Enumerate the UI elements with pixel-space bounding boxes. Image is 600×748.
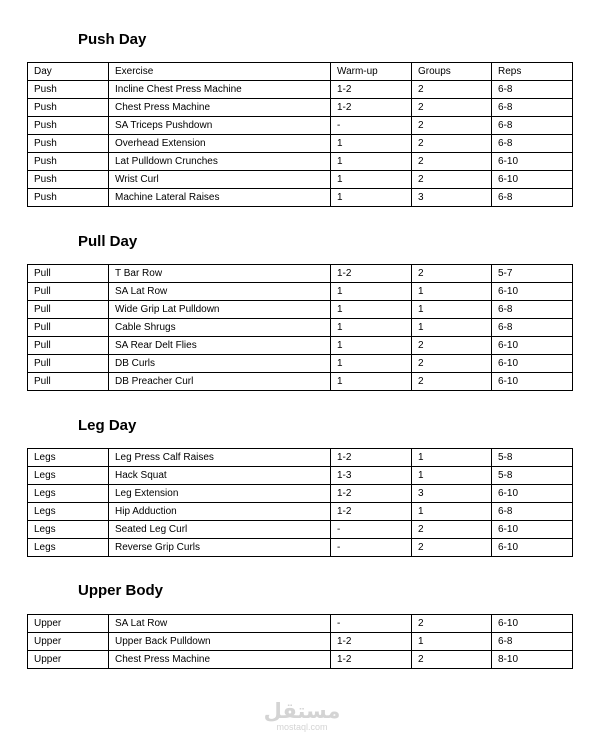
table-row: [28, 81, 573, 99]
cell-reps: 5-7: [492, 265, 573, 283]
cell-groups: 2: [412, 615, 492, 633]
cell-warmup: 1: [331, 283, 412, 301]
table-row: [28, 319, 573, 337]
cell-day: Upper: [28, 651, 109, 669]
watermark: [262, 700, 342, 733]
cell-reps: 6-8: [492, 633, 573, 651]
cell-reps: 8-10: [492, 651, 573, 669]
cell-warmup: -: [331, 539, 412, 557]
cell-day: Push: [28, 153, 109, 171]
table-row: [28, 135, 573, 153]
cell-warmup: 1-2: [331, 449, 412, 467]
cell-exercise: Incline Chest Press Machine: [109, 81, 331, 99]
cell-groups: 1: [412, 301, 492, 319]
cell-day: Legs: [28, 449, 109, 467]
cell-warmup: -: [331, 615, 412, 633]
cell-reps: 6-8: [492, 81, 573, 99]
cell-exercise: Lat Pulldown Crunches: [109, 153, 331, 171]
cell-exercise: Overhead Extension: [109, 135, 331, 153]
cell-exercise: SA Lat Row: [109, 615, 331, 633]
cell-exercise: Leg Extension: [109, 485, 331, 503]
cell-warmup: 1-2: [331, 99, 412, 117]
cell-reps: 6-8: [492, 319, 573, 337]
section-title-push-day: Push Day: [78, 31, 147, 48]
table-row: [28, 467, 573, 485]
cell-warmup: 1: [331, 135, 412, 153]
cell-reps: 6-8: [492, 135, 573, 153]
cell-reps: 6-10: [492, 283, 573, 301]
cell-groups: 2: [412, 373, 492, 391]
cell-groups: 1: [412, 503, 492, 521]
cell-warmup: 1-2: [331, 265, 412, 283]
table-row: [28, 171, 573, 189]
cell-day: Pull: [28, 355, 109, 373]
cell-warmup: 1-2: [331, 651, 412, 669]
cell-groups: 2: [412, 117, 492, 135]
table-row: [28, 99, 573, 117]
cell-warmup: 1: [331, 319, 412, 337]
cell-day: Push: [28, 189, 109, 207]
cell-warmup: 1: [331, 171, 412, 189]
cell-day: Legs: [28, 521, 109, 539]
cell-day: Day: [28, 63, 109, 81]
cell-day: Upper: [28, 615, 109, 633]
table-row: [28, 117, 573, 135]
cell-reps: 6-8: [492, 301, 573, 319]
cell-groups: 2: [412, 81, 492, 99]
cell-groups: 1: [412, 449, 492, 467]
cell-groups: 2: [412, 153, 492, 171]
cell-exercise: Seated Leg Curl: [109, 521, 331, 539]
cell-warmup: 1-2: [331, 485, 412, 503]
cell-day: Pull: [28, 265, 109, 283]
watermark-site: mostaql.com: [276, 722, 328, 732]
cell-day: Push: [28, 99, 109, 117]
cell-groups: 2: [412, 171, 492, 189]
cell-warmup: 1: [331, 189, 412, 207]
cell-day: Push: [28, 171, 109, 189]
cell-warmup: -: [331, 521, 412, 539]
table-row: [28, 153, 573, 171]
cell-warmup: 1: [331, 355, 412, 373]
cell-exercise: Leg Press Calf Raises: [109, 449, 331, 467]
table-row: [28, 633, 573, 651]
cell-day: Push: [28, 135, 109, 153]
cell-reps: 6-10: [492, 485, 573, 503]
table-row: [28, 521, 573, 539]
table-row: [28, 337, 573, 355]
cell-exercise: SA Triceps Pushdown: [109, 117, 331, 135]
table-row: [28, 615, 573, 633]
cell-exercise: Cable Shrugs: [109, 319, 331, 337]
cell-groups: 2: [412, 265, 492, 283]
table-row: [28, 449, 573, 467]
cell-exercise: Reverse Grip Curls: [109, 539, 331, 557]
cell-groups: 3: [412, 189, 492, 207]
table-row: [28, 355, 573, 373]
cell-warmup: Warm-up: [331, 63, 412, 81]
cell-warmup: 1-2: [331, 503, 412, 521]
cell-day: Push: [28, 81, 109, 99]
cell-warmup: 1: [331, 337, 412, 355]
cell-reps: 6-10: [492, 337, 573, 355]
table-row: [28, 189, 573, 207]
cell-groups: 3: [412, 485, 492, 503]
cell-day: Legs: [28, 485, 109, 503]
cell-exercise: Exercise: [109, 63, 331, 81]
cell-exercise: Chest Press Machine: [109, 99, 331, 117]
cell-day: Legs: [28, 467, 109, 485]
section-title-pull-day: Pull Day: [78, 233, 138, 250]
cell-reps: 6-10: [492, 521, 573, 539]
table-row: [28, 485, 573, 503]
cell-reps: 6-8: [492, 189, 573, 207]
table-row: [28, 301, 573, 319]
cell-exercise: SA Lat Row: [109, 283, 331, 301]
cell-groups: 2: [412, 651, 492, 669]
cell-reps: Reps: [492, 63, 573, 81]
cell-reps: 6-8: [492, 117, 573, 135]
cell-exercise: Hack Squat: [109, 467, 331, 485]
push-day-table: [27, 62, 573, 207]
cell-exercise: Upper Back Pulldown: [109, 633, 331, 651]
table-row: [28, 63, 573, 81]
cell-day: Pull: [28, 373, 109, 391]
cell-day: Legs: [28, 539, 109, 557]
cell-warmup: 1-2: [331, 633, 412, 651]
watermark-logo: مستقل: [263, 699, 341, 723]
cell-groups: 2: [412, 99, 492, 117]
cell-groups: 1: [412, 283, 492, 301]
cell-exercise: SA Rear Delt Flies: [109, 337, 331, 355]
table-row: [28, 373, 573, 391]
cell-exercise: Hip Adduction: [109, 503, 331, 521]
cell-warmup: 1-2: [331, 81, 412, 99]
cell-reps: 6-10: [492, 373, 573, 391]
table-row: [28, 503, 573, 521]
cell-reps: 6-10: [492, 355, 573, 373]
cell-exercise: DB Curls: [109, 355, 331, 373]
cell-reps: 6-10: [492, 171, 573, 189]
cell-exercise: Chest Press Machine: [109, 651, 331, 669]
cell-groups: 2: [412, 521, 492, 539]
cell-day: Pull: [28, 337, 109, 355]
cell-reps: 5-8: [492, 467, 573, 485]
upper-body-table: [27, 614, 573, 669]
cell-exercise: T Bar Row: [109, 265, 331, 283]
cell-day: Pull: [28, 319, 109, 337]
leg-day-table: [27, 448, 573, 557]
cell-groups: 1: [412, 319, 492, 337]
cell-groups: 2: [412, 337, 492, 355]
cell-warmup: 1: [331, 153, 412, 171]
cell-groups: 1: [412, 633, 492, 651]
cell-reps: 6-10: [492, 539, 573, 557]
cell-reps: 6-10: [492, 153, 573, 171]
cell-groups: 2: [412, 135, 492, 153]
cell-exercise: DB Preacher Curl: [109, 373, 331, 391]
cell-groups: 1: [412, 467, 492, 485]
cell-exercise: Wide Grip Lat Pulldown: [109, 301, 331, 319]
table-row: [28, 265, 573, 283]
cell-day: Pull: [28, 301, 109, 319]
cell-reps: 6-10: [492, 615, 573, 633]
cell-day: Pull: [28, 283, 109, 301]
table-row: [28, 651, 573, 669]
cell-groups: 2: [412, 355, 492, 373]
cell-warmup: 1: [331, 301, 412, 319]
section-title-leg-day: Leg Day: [78, 417, 137, 434]
cell-reps: 6-8: [492, 99, 573, 117]
cell-groups: 2: [412, 539, 492, 557]
cell-reps: 5-8: [492, 449, 573, 467]
cell-warmup: 1-3: [331, 467, 412, 485]
pull-day-table: [27, 264, 573, 391]
section-title-upper-body: Upper Body: [78, 582, 164, 599]
cell-day: Legs: [28, 503, 109, 521]
cell-groups: Groups: [412, 63, 492, 81]
cell-reps: 6-8: [492, 503, 573, 521]
cell-day: Upper: [28, 633, 109, 651]
table-row: [28, 539, 573, 557]
table-row: [28, 283, 573, 301]
cell-warmup: 1: [331, 373, 412, 391]
cell-day: Push: [28, 117, 109, 135]
cell-exercise: Machine Lateral Raises: [109, 189, 331, 207]
cell-warmup: -: [331, 117, 412, 135]
cell-exercise: Wrist Curl: [109, 171, 331, 189]
